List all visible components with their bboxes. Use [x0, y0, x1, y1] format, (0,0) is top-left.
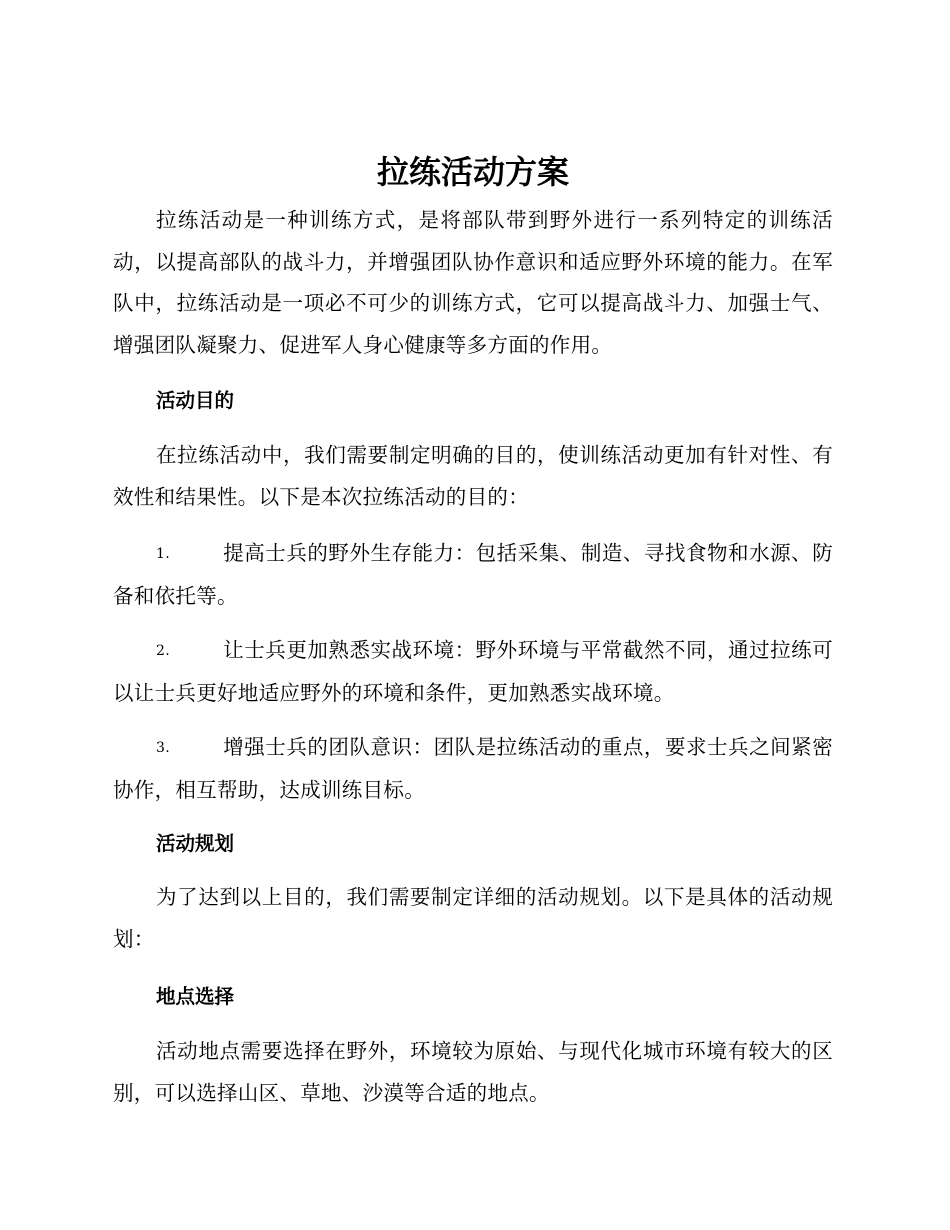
purpose-intro-paragraph: 在拉练活动中，我们需要制定明确的目的，使训练活动更加有针对性、有效性和结果性。以下是本次拉练活动的目的： [113, 443, 833, 509]
section-heading-planning: 活动规划 [156, 832, 235, 855]
planning-intro-paragraph: 为了达到以上目的，我们需要制定详细的活动规划。以下是具体的活动规划： [113, 885, 833, 951]
list-item-number: 3. [156, 740, 170, 756]
list-item-number: 1. [156, 546, 170, 562]
section-heading-purpose: 活动目的 [156, 389, 235, 412]
list-item-number: 2. [156, 643, 170, 659]
list-item [113, 727, 833, 811]
list-item-text: 增强士兵的团队意识：团队是拉练活动的重点，要求士兵之间紧密协作，相互帮助，达成训练目标。 [113, 735, 833, 802]
intro-paragraph: 拉练活动是一种训练方式，是将部队带到野外进行一系列特定的训练活动，以提高部队的战斗力，并增强团队协作意识和适应野外环境的能力。在军队中，拉练活动是一项必不可少的训练方式，它可以提高战斗力、加强士气、增强团队凝聚力、促进军人身心健康等多方面的作用。 [113, 208, 833, 357]
section-heading-location: 地点选择 [156, 985, 235, 1008]
document-title: 拉练活动方案 [376, 153, 569, 191]
location-paragraph: 活动地点需要选择在野外，环境较为原始、与现代化城市环境有较大的区别，可以选择山区、草地、沙漠等合适的地点。 [113, 1039, 833, 1105]
list-item [113, 630, 833, 714]
list-item-text: 让士兵更加熟悉实战环境：野外环境与平常截然不同，通过拉练可以让士兵更好地适应野外的环境和条件，更加熟悉实战环境。 [113, 638, 833, 705]
list-item [113, 533, 833, 617]
list-item-text: 提高士兵的野外生存能力：包括采集、制造、寻找食物和水源、防备和依托等。 [113, 541, 833, 608]
